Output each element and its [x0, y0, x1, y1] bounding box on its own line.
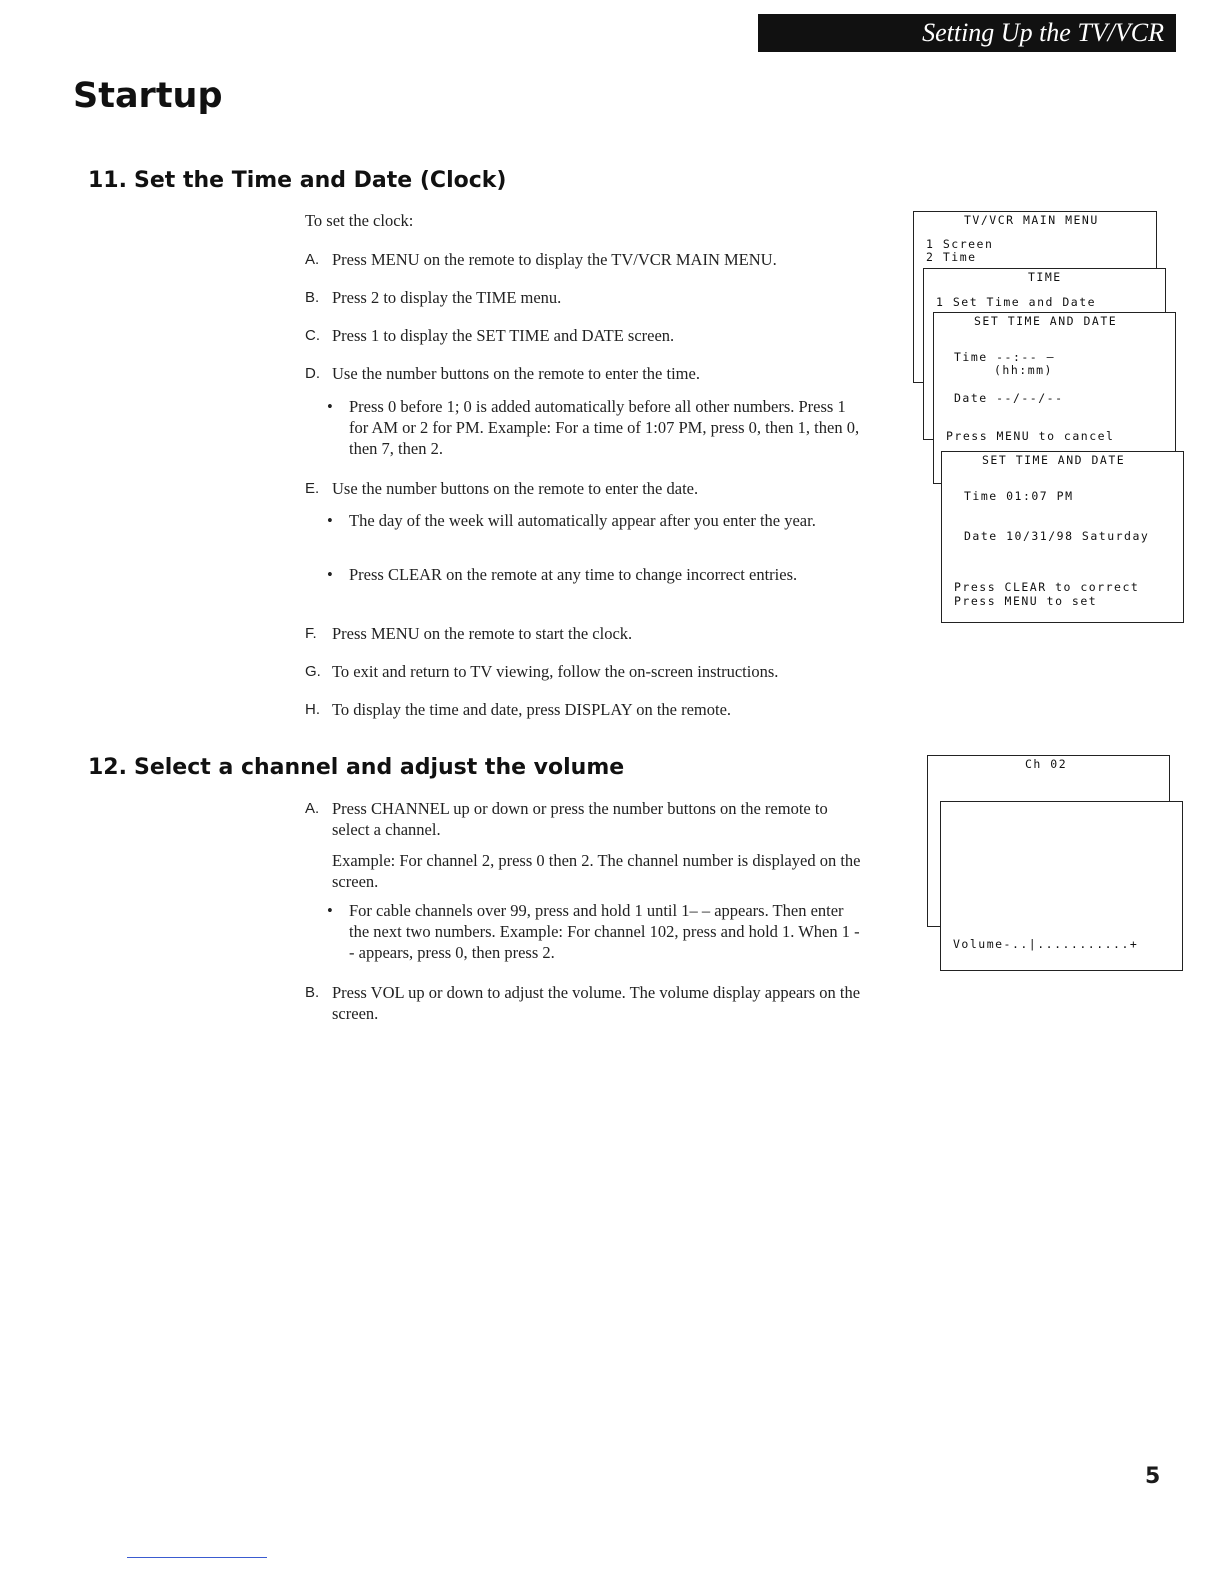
screen-channel: Ch 02: [927, 755, 1170, 927]
header-banner: Setting Up the TV/VCR: [758, 14, 1176, 52]
example-text: Example: For channel 2, press 0 then 2. The channel number is displayed on the screen.: [332, 851, 861, 891]
section-12-number: 12.: [88, 755, 127, 780]
screen-main-menu: TV/VCR MAIN MENU 1 Screen 2 Time: [913, 211, 1157, 383]
section-11-title: Set the Time and Date (Clock): [134, 168, 507, 193]
footer-rule: [127, 1557, 267, 1558]
screen-time-menu: TIME 1 Set Time and Date: [923, 268, 1166, 440]
page-title: Startup: [73, 76, 223, 116]
volume-bar: Volume-..|...........+: [953, 937, 1139, 951]
screen-set-time-filled: SET TIME AND DATE Time 01:07 PM Date 10/31/98 Saturday Press CLEAR to correct Press MENU to set: [941, 451, 1184, 623]
screen-set-time-blank: SET TIME AND DATE Time --:-- — (hh:mm) Date --/--/-- Press MENU to cancel: [933, 312, 1176, 484]
section-12-title: Select a channel and adjust the volume: [134, 755, 625, 780]
section-11-heading: [88, 168, 506, 193]
section-11-number: 11.: [88, 168, 127, 193]
screen-volume: [940, 801, 1183, 971]
page-number: 5: [1145, 1464, 1161, 1489]
section-12-heading: [88, 755, 624, 780]
